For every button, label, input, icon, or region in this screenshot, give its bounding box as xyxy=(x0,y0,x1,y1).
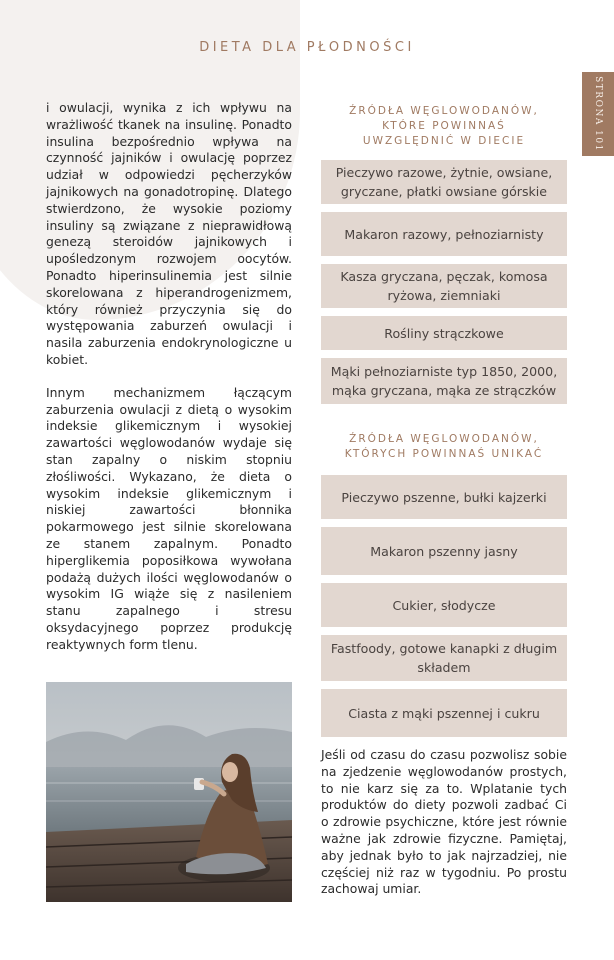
page-number-tab xyxy=(582,72,614,156)
right-column xyxy=(321,104,567,898)
avoid-item: Cukier, słodycze xyxy=(321,583,567,627)
avoid-item: Ciasta z mąki pszennej i cukru xyxy=(321,689,567,737)
avoid-item: Pieczywo pszenne, bułki kajzerki xyxy=(321,475,567,519)
page-number-label: STRONA 101 xyxy=(593,76,603,152)
avoid-item: Makaron pszenny jasny xyxy=(321,527,567,575)
recommended-title-line-1: ŹRÓDŁA WĘGLOWODANÓW, xyxy=(349,105,539,117)
avoid-title-line-2: KTÓRYCH POWINNAŚ UNIKAĆ xyxy=(344,448,544,460)
recommended-title-line-2: KTÓRE POWINNAŚ xyxy=(382,120,506,132)
left-column xyxy=(46,100,292,670)
page-title: DIETA DLA PŁODNOŚCI xyxy=(199,40,415,55)
avoid-item: Fastfoody, gotowe kanapki z długim składem xyxy=(321,635,567,681)
recommended-item: Pieczywo razowe, żytnie, owsiane, gryczane, płatki owsiane górskie xyxy=(321,160,567,204)
recommended-title-line-3: UWZGLĘDNIĆ W DIECIE xyxy=(362,135,526,147)
body-paragraph-1: i owulacji, wynika z ich wpływu na wrażliwość tkanek na insulinę. Ponadto insulina bezpośrednio wpływa na czynność jajników i owulację poprzez udział w odpowiedzi pęcherzyków jajnikowych na gonadotropinę. Dlatego stwierdzono, że wysokie poziomy insuliny są związane z nieprawidłową genezą steroidów jajnikowych i upośledzonym rozwojem oocytów. Ponadto hiperinsulinemia jest silnie skorelowana z hiperandrogenizmem, który również przyczynia się do występowania zaburzeń owulacji i nasila zaburzenia endokrynologiczne u kobiet. xyxy=(46,100,292,367)
avoid-section xyxy=(321,432,567,737)
recommended-item: Mąki pełnoziarniste typ 1850, 2000, mąka gryczana, mąka ze strączków xyxy=(321,358,567,404)
recommended-title xyxy=(321,104,567,149)
recommended-item: Rośliny strączkowe xyxy=(321,316,567,350)
closing-paragraph: Jeśli od czasu do czasu pozwolisz sobie na zjedzenie węglowodanów prostych, to nie karz się za to. Wplatanie tych produktów do diety pozwoli zadbać Ci o zdrowie psychiczne, które jest równie ważne jak zdrowie fizyczne. Pamiętaj, aby jednak było to jak najrzadziej, nie częściej niż raz w tygodniu. Po prostu zachowaj umiar. xyxy=(321,747,567,897)
recommended-section xyxy=(321,104,567,404)
body-paragraph-2: Innym mechanizmem łączącym zaburzenia owulacji z dietą o wysokim indeksie glikemicznym i wysokiej zawartości węglowodanów wydaje się stan zapalny o niskim stopniu złośliwości. Wykazano, że dieta o wysokim indeksie glikemicznym i niskiej zawartości błonnika pokarmowego jest silnie skorelowana ze stanem zapalnym. Ponadto hiperglikemia poposiłkowa wywołana podażą dużych ilości węglowodanów o wysokim IG wiąże się z nasileniem stanu zapalnego i stresu oksydacyjnego poprzez produkcję reaktywnych form tlenu. xyxy=(46,384,292,652)
avoid-title-line-1: ŹRÓDŁA WĘGLOWODANÓW, xyxy=(349,433,539,445)
avoid-title xyxy=(321,432,567,462)
recommended-item: Kasza gryczana, pęczak, komosa ryżowa, ziemniaki xyxy=(321,264,567,308)
photo-woman-by-lake xyxy=(46,682,292,902)
recommended-item: Makaron razowy, pełnoziarnisty xyxy=(321,212,567,256)
